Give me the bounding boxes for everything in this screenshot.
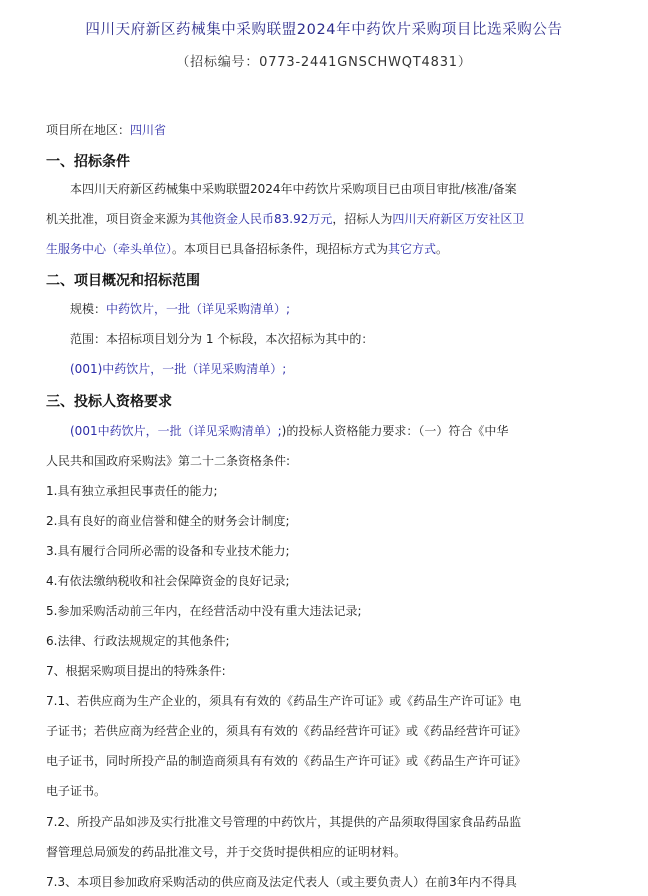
qualification-intro-line-1: (001中药饮片，一批（详见采购清单）;)的投标人资格能力要求：（一）符合《中华	[70, 424, 509, 438]
tenderer-name: 四川天府新区万安社区卫	[392, 212, 525, 226]
qualification-item: 5.参加采购活动前三年内，在经营活动中没有重大违法记录;	[46, 604, 362, 618]
qualification-item: 6.法律、行政法规规定的其他条件;	[46, 634, 230, 648]
lot-count: 1	[205, 332, 214, 346]
tender-code: （招标编号：0773-2441GNSCHWQT4831）	[176, 55, 472, 70]
requirement-7-1-line-4: 电子证书。	[46, 784, 107, 798]
region-label: 项目所在地区：	[46, 123, 131, 137]
requirement-7-1-line-3: 电子证书，同时所投产品的制造商须具有有效的《药品生产许可证》或《药品生产许可证》	[46, 754, 527, 768]
requirement-7-1-line-1: 7.1、若供应商为生产企业的，须具有有效的《药品生产许可证》或《药品生产许可证》电	[46, 694, 522, 708]
project-region	[46, 122, 586, 138]
conditions-paragraph-line-1: 本四川天府新区药械集中采购联盟2024年中药饮片采购项目已由项目审批/核准/备案	[70, 182, 517, 196]
qualification-item: 4.有依法缴纳税收和社会保障资金的良好记录;	[46, 574, 290, 588]
qualification-intro-line-2: 人民共和国政府采购法》第二十二条资格条件:	[46, 454, 291, 468]
tender-method: 其它方式	[388, 242, 437, 256]
qualification-item: 2.具有良好的商业信誉和健全的财务会计制度;	[46, 514, 290, 528]
conditions-paragraph-line-2: 机关批准，项目资金来源为其他资金人民币83.92万元，招标人为四川天府新区万安社区卫	[46, 212, 525, 226]
requirement-7-2-line-1: 7.2、所投产品如涉及实行批准文号管理的中药饮片，其提供的产品须取得国家食品药品监	[46, 815, 522, 829]
lot-item: (001)中药饮片，一批（详见采购清单）;	[70, 362, 287, 376]
requirement-7-2-line-2: 督管理总局颁发的药品批准文号，并于交货时提供相应的证明材料。	[46, 845, 407, 859]
qualification-item: 1.具有独立承担民事责任的能力;	[46, 484, 218, 498]
scale-value: 中药饮片，一批（详见采购清单）;	[106, 302, 291, 316]
region-value: 四川省	[130, 123, 167, 137]
requirement-7-3-line-1: 7.3、本项目参加政府采购活动的供应商及法定代表人（或主要负责人）在前3年内不得具	[46, 875, 517, 889]
qualification-item: 7、根据采购项目提出的特殊条件:	[46, 664, 226, 678]
fund-source: 其他资金人民币83.92万元	[190, 212, 333, 226]
requirement-7-1-line-2: 子证书；若供应商为经营企业的，须具有有效的《药品经营许可证》或《药品经营许可证》	[46, 724, 527, 738]
conditions-paragraph-line-3: 生服务中心（牵头单位）。本项目已具备招标条件，现招标方式为其它方式。	[46, 242, 449, 256]
tenderer-name-cont: 生服务中心（牵头单位）	[46, 242, 173, 256]
project-scope: 范围：本招标项目划分为 1 个标段，本次招标为其中的：	[70, 332, 374, 346]
section-heading-overview: 二、项目概况和招标范围	[46, 273, 200, 289]
page-title: 四川天府新区药械集中采购联盟2024年中药饮片采购项目比选采购公告	[85, 22, 563, 38]
qualification-item: 3.具有履行合同所必需的设备和专业技术能力;	[46, 544, 290, 558]
section-heading-qualifications: 三、投标人资格要求	[46, 394, 172, 410]
project-scale: 规模：中药饮片，一批（详见采购清单）;	[70, 302, 291, 316]
section-heading-conditions: 一、招标条件	[46, 154, 130, 170]
